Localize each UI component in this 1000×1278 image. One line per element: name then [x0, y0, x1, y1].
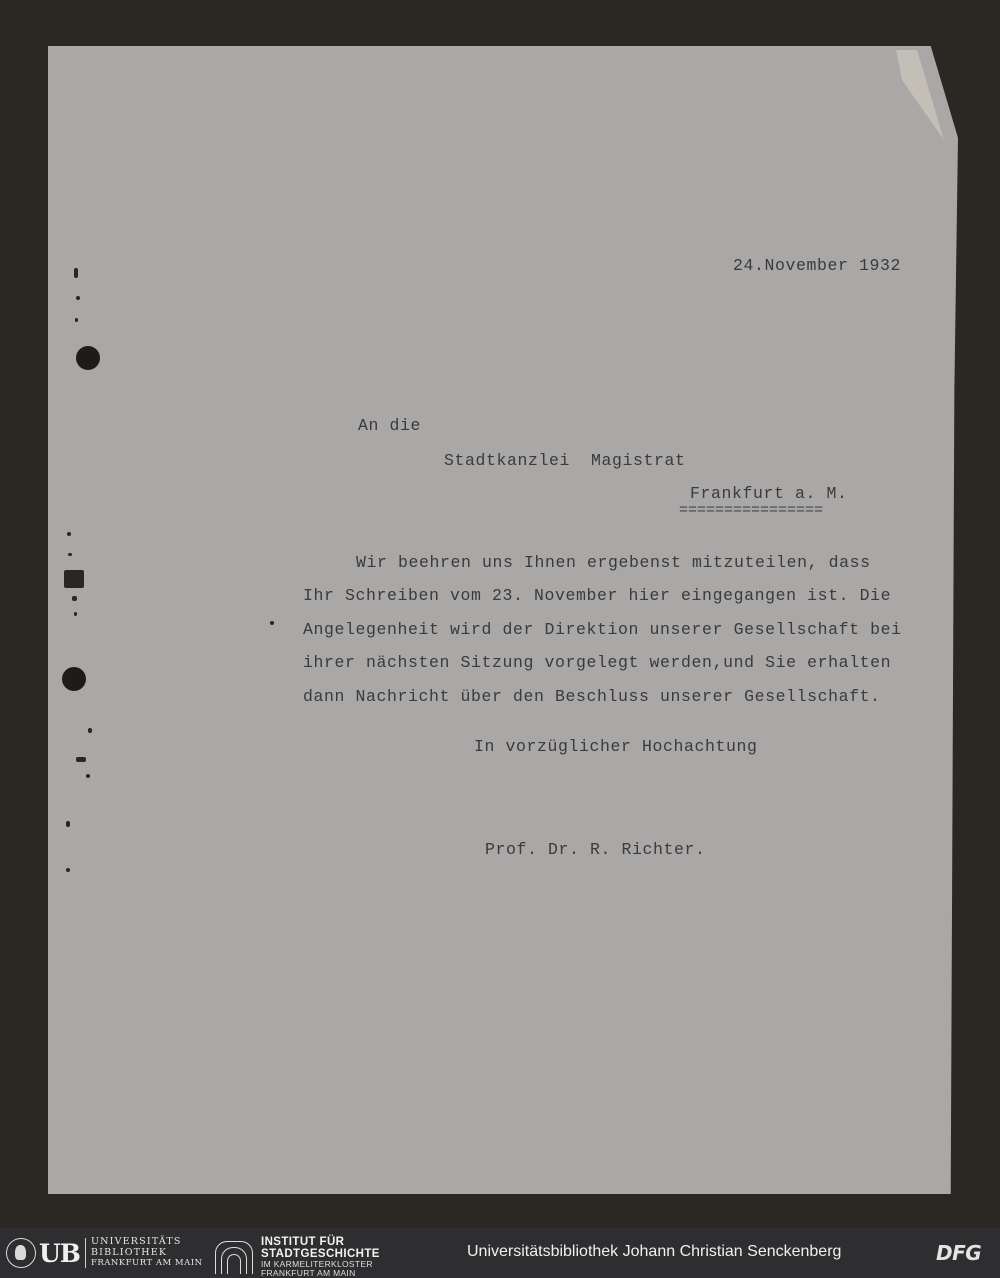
isg-text: [261, 1236, 380, 1278]
isg-sub-line: IM KARMELITERKLOSTER: [261, 1259, 373, 1269]
margin-mark: [76, 757, 86, 762]
punch-hole-bottom: [62, 667, 86, 691]
ub-text-line: BIBLIOTHEK: [90, 1246, 168, 1258]
isg-title-line: INSTITUT FÜR: [261, 1236, 345, 1248]
signature: Prof. Dr. R. Richter.: [485, 840, 706, 859]
letter-date: 24.November 1932: [733, 256, 902, 275]
margin-mark: [74, 612, 77, 616]
margin-mark: [86, 774, 90, 778]
margin-mark: [64, 570, 84, 588]
body-line: ihrer nächsten Sitzung vorgelegt werden,und Sie erhalten: [303, 653, 892, 672]
punch-hole-top: [76, 346, 100, 370]
margin-mark: [66, 868, 70, 872]
margin-mark: [270, 621, 274, 625]
dfg-logo[interactable]: DFG: [936, 1241, 982, 1265]
body-line: Angelegenheit wird der Direktion unserer Gesellschaft bei: [303, 620, 902, 639]
ub-text: [91, 1237, 203, 1269]
margin-mark: [66, 821, 70, 827]
margin-mark: [75, 318, 78, 322]
isg-title-line: STADTGESCHICHTE: [261, 1248, 380, 1260]
isg-logo[interactable]: [215, 1236, 380, 1278]
recipient-city-underline: ================: [679, 502, 824, 519]
margin-mark: [74, 268, 78, 278]
ub-divider: [85, 1238, 86, 1268]
body-line: Ihr Schreiben vom 23. November hier eingegangen ist. Die: [303, 586, 892, 605]
closing-line: In vorzüglicher Hochachtung: [474, 737, 758, 756]
ub-seal-icon: [6, 1238, 36, 1268]
ub-letters: UB: [39, 1238, 80, 1268]
isg-arch-icon: [215, 1240, 253, 1274]
recipient-salutation: An die: [358, 416, 422, 435]
ub-text-line: FRANKFURT AM MAIN: [90, 1258, 203, 1269]
margin-mark: [67, 532, 71, 536]
body-line: Wir beehren uns Ihnen ergebenst mitzuteilen, dass: [356, 553, 871, 572]
ub-text-line: UNIVERSITÄTS: [90, 1236, 182, 1248]
recipient-city: Frankfurt a. M.: [690, 484, 848, 503]
footer-bar: [0, 1228, 1000, 1278]
footer-title: Universitätsbibliothek Johann Christian Senckenberg: [467, 1243, 842, 1260]
margin-mark: [68, 553, 72, 556]
margin-mark: [88, 728, 92, 733]
isg-sub-line: FRANKFURT AM MAIN: [261, 1268, 356, 1278]
margin-mark: [76, 296, 80, 300]
margin-mark: [72, 596, 77, 601]
recipient-office: Stadtkanzlei Magistrat: [444, 451, 686, 470]
ub-logo[interactable]: [6, 1236, 203, 1270]
body-line: dann Nachricht über den Beschluss unserer Gesellschaft.: [303, 687, 881, 706]
